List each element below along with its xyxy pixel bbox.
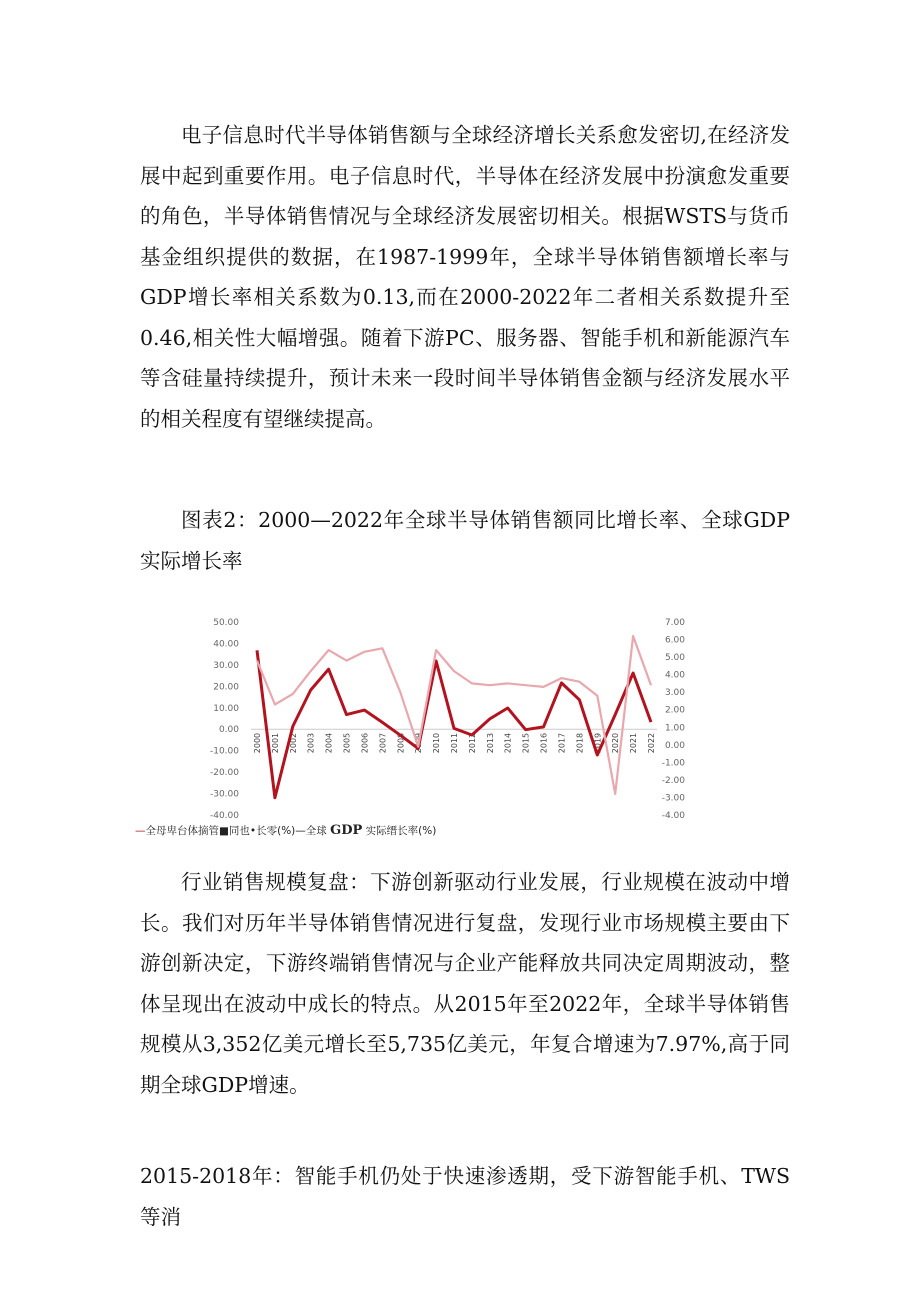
left-axis-tick: -40.00 xyxy=(209,811,239,821)
x-axis-tick: 2019 xyxy=(593,732,603,754)
x-axis-tick: 2015 xyxy=(521,732,531,754)
paragraph-2015-2018: 2015-2018年：智能手机仍处于快速渗透期，受下游智能手机、TWS等消 xyxy=(140,1164,790,1229)
left-axis-tick: -20.00 xyxy=(209,768,239,779)
right-axis-tick: -4.00 xyxy=(661,811,685,821)
x-axis-tick: 2017 xyxy=(557,732,567,754)
right-axis-tick: 4.00 xyxy=(664,670,685,681)
chart-legend xyxy=(135,823,436,838)
right-axis-tick: 6.00 xyxy=(664,635,685,646)
left-axis-tick: -10.00 xyxy=(209,746,239,757)
x-axis-tick: 2002 xyxy=(288,732,298,754)
legend-strong: GDP xyxy=(330,823,363,838)
legend-text-2: 实际缙长率(%) xyxy=(365,825,437,837)
x-axis-tick: 2016 xyxy=(539,732,549,754)
x-axis-tick: 2011 xyxy=(450,732,459,754)
x-axis-tick: 2008 xyxy=(396,732,406,754)
left-axis-tick: 40.00 xyxy=(213,639,239,650)
x-axis-tick: 2013 xyxy=(485,732,495,754)
right-axis-tick: -3.00 xyxy=(661,793,685,804)
right-axis-tick: 2.00 xyxy=(664,705,685,716)
left-axis-tick: 20.00 xyxy=(213,682,239,693)
x-axis-tick: 2014 xyxy=(503,732,513,754)
x-axis-tick: 2022 xyxy=(647,732,656,754)
paragraph-industry-review: 行业销售规模复盘：下游创新驱动行业发展，行业规模在波动中增长。我们对历年半导体销售情况进行复盘，发现行业市场规模主要由下游创新决定，下游终端销售情况与企业产能释放共同决定周期波动，整体呈现出在波动中成长的特点。从2015年至2022年，全球半导体销售规模从3,352亿美元增长至5,735亿美元，年复合增速为7.97%,高于同期全球GDP增速。 xyxy=(140,870,790,1097)
x-axis-tick: 2004 xyxy=(324,732,334,754)
x-axis-tick: 2020 xyxy=(611,732,621,754)
x-axis-tick: 2006 xyxy=(360,732,370,754)
x-axis-tick: 2001 xyxy=(270,732,280,754)
right-axis-tick: 0.00 xyxy=(664,740,685,751)
left-axis-tick: -30.00 xyxy=(209,789,239,800)
paragraph-semiconductor-gdp: 电子信息时代半导体销售额与全球经济增长关系愈发密切,在经济发展中起到重要作用。电子信息时代，半导体在经济发展中扮演愈发重要的角色，半导体销售情况与全球经济发展密切相关。根据WSTS与货币基金组织提供的数据，在1987-1999年，全球半导体销售额增长率与GDP增长率相关系数为0.13,而在2000-2022年二者相关系数提升至0.46,相关性大幅增强。随着下游PC、服务器、智能手机和新能源汽车等含硅量持续提升，预计未来一段时间半导体销售金额与经济发展水平的相关程度有望继续提高。 xyxy=(140,123,790,431)
x-axis-tick: 2018 xyxy=(575,732,585,754)
right-axis-tick: 1.00 xyxy=(664,723,685,734)
legend-dash: — xyxy=(135,825,146,837)
x-axis-tick: 2012 xyxy=(467,732,477,754)
x-axis-tick: 2009 xyxy=(414,732,424,754)
right-axis-tick: -1.00 xyxy=(661,758,685,769)
x-axis-tick: 2000 xyxy=(253,732,262,754)
x-axis-tick: 2005 xyxy=(342,732,352,754)
gdp-growth-line xyxy=(257,636,651,794)
left-axis-tick: 30.00 xyxy=(213,660,239,671)
right-axis-tick: -2.00 xyxy=(661,775,685,786)
right-axis-tick: 3.00 xyxy=(664,688,685,699)
left-axis-tick: 0.00 xyxy=(218,725,239,736)
legend-text-1: 全母卑台体摘管■同也•长零(%)—全球 xyxy=(145,825,327,837)
x-axis-tick: 2007 xyxy=(378,732,388,754)
growth-chart-svg xyxy=(135,603,695,843)
growth-chart xyxy=(135,603,695,843)
right-axis-tick: 7.00 xyxy=(664,618,685,628)
x-axis-tick: 2010 xyxy=(432,732,442,754)
left-axis-tick: 50.00 xyxy=(213,618,239,628)
x-axis-tick: 2003 xyxy=(306,732,316,754)
left-axis-tick: 10.00 xyxy=(213,703,239,714)
right-axis-tick: 5.00 xyxy=(664,653,685,664)
x-axis-tick: 2021 xyxy=(629,732,639,754)
figure-caption: 图表2：2000—2022年全球半导体销售额同比增长率、全球GDP实际增长率 xyxy=(140,508,790,573)
